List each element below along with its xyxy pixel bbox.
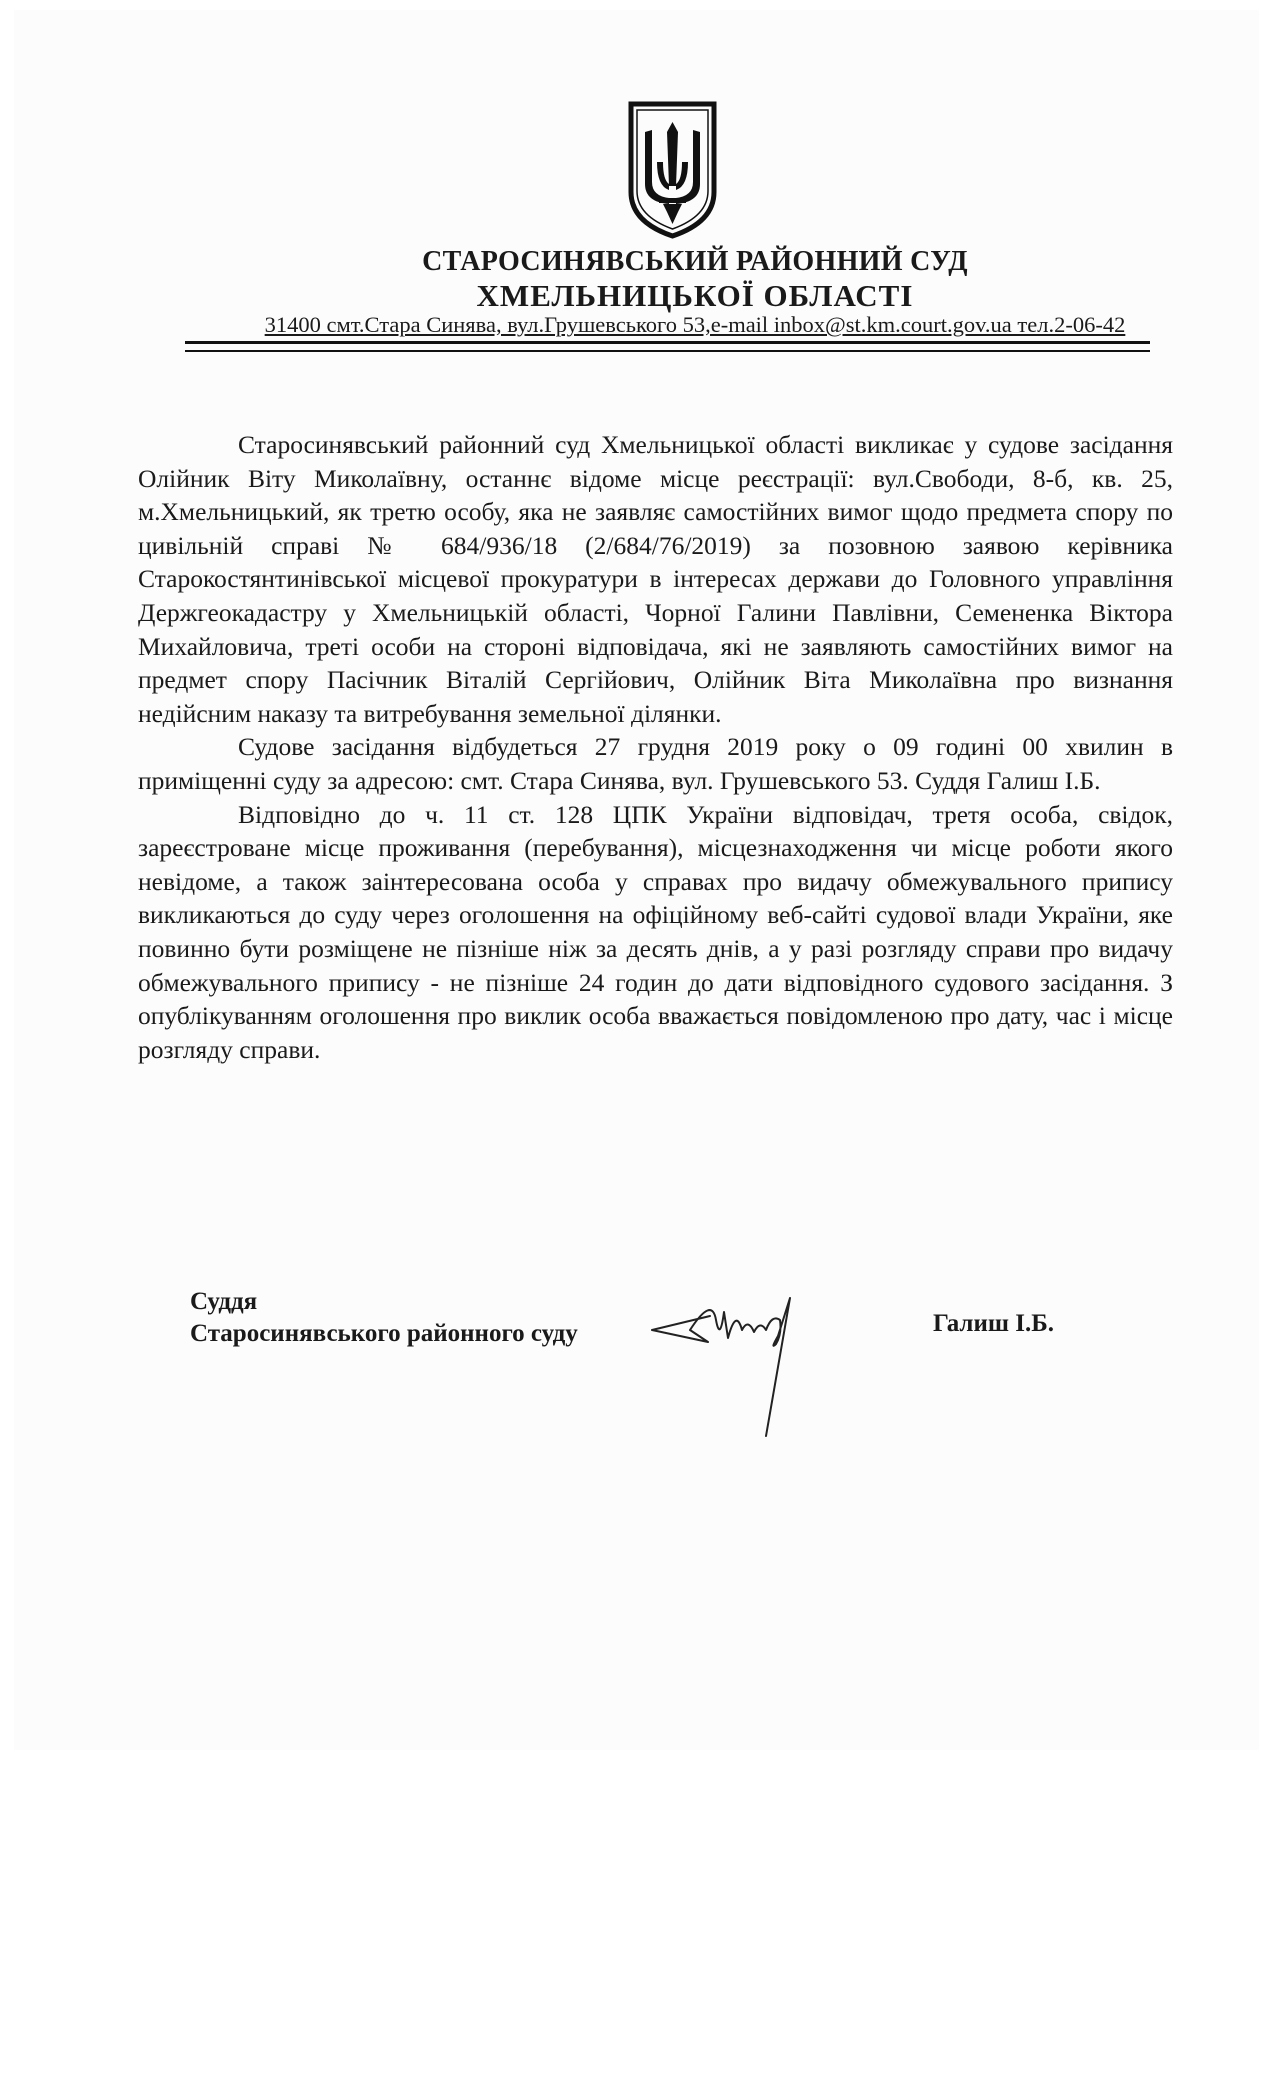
signer-name: Галиш І.Б. bbox=[933, 1310, 1054, 1337]
court-name-line2: ХМЕЛЬНИЦЬКОЇ ОБЛАСТІ bbox=[476, 278, 914, 313]
header-divider-thin bbox=[185, 350, 1150, 352]
court-address: 31400 смт.Стара Синява, вул.Грушевського 53,e-mail inbox@st.km.court.gov.ua тел.2-06-42 bbox=[264, 312, 1126, 337]
signer-court: Старосинявського районного суду bbox=[190, 1320, 578, 1347]
handwritten-signature bbox=[650, 1290, 850, 1440]
signer-title: Суддя bbox=[190, 1288, 258, 1315]
header-divider bbox=[185, 341, 1150, 344]
trident-coat-of-arms-icon bbox=[625, 100, 720, 240]
court-name-line1: СТАРОСИНЯВСЬКИЙ РАЙОННИЙ СУД bbox=[422, 246, 968, 277]
summons-paragraph: Старосинявський районний суд Хмельницької області викликає у судове засідання Олійник Віту Миколаївну, останнє відоме місце реєстрації: вул.Свободи, 8-б, кв. 25, м.Хмельницький, як третю особу, яка не заявляє самостійних вимог щодо предмета спору по цивільній справі № 684/936/18 (2/684/76/2019) за позовною заявою керівника Старокостянтинівської місцевої прокуратури в інтересах держави до Головного управління Держгеокадастру у Хмельницькій області, Чорної Галини Павлівни, Семененка Віктора Михайловича, треті особи на стороні відповідача, які не заявляють самостійних вимог на предмет спору Пасічник Віталій Сергійович, Олійник Віта Миколаївна про визнання недійсним наказу та витребування земельної ділянки. bbox=[138, 430, 1173, 728]
legal-basis-paragraph: Відповідно до ч. 11 ст. 128 ЦПК України відповідач, третя особа, свідок, зареєстроване місце проживання (перебування), місцезнаходження чи місце роботи якого невідоме, а також заінтересована особа у справах про видачу обмежувального припису викликаються до суду через оголошення на офіційному веб-сайті судової влади України, яке повинно бути розміщене не пізніше ніж за десять днів, а у разі розгляду справи про видачу обмежувального припису - не пізніше 24 годин до дати відповідного судового засідання. З опублікуванням оголошення про виклик особа вважається повідомленою про дату, час і місце розгляду справи. bbox=[138, 799, 1173, 1064]
hearing-paragraph: Судове засідання відбудеться 27 грудня 2019 року о 09 годині 00 хвилин в приміщенні суду за адресою: смт. Стара Синява, вул. Грушевського 53. Суддя Галиш І.Б. bbox=[138, 732, 1173, 795]
letter-body bbox=[138, 428, 1173, 1066]
